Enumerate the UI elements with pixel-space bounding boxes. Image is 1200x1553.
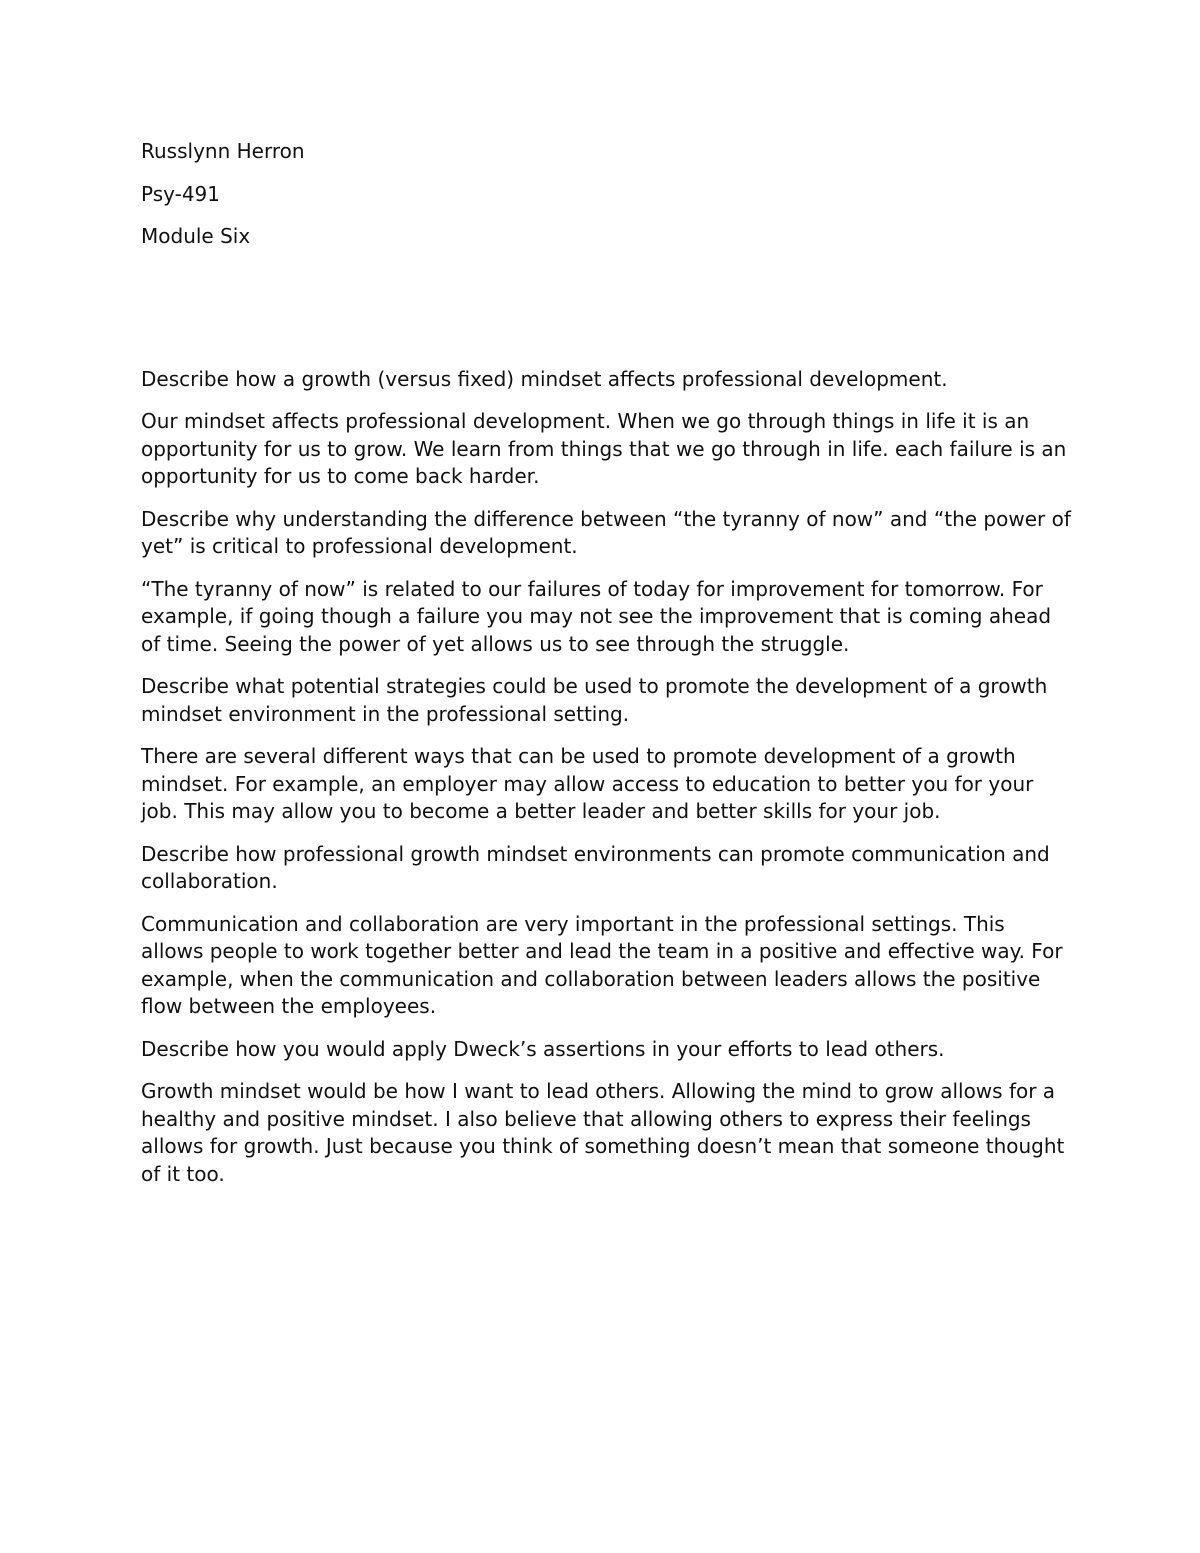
question-4: Describe how professional growth mindset environments can promote communication and collaboration. xyxy=(141,841,1050,893)
question-3: Describe what potential strategies could be used to promote the development of a growth mindset environment in the professional setting. xyxy=(141,674,1048,726)
spacer xyxy=(141,266,1071,366)
answer-2: “The tyranny of now” is related to our failures of today for improvement for tomorrow. For example, if going though a failure you may not see the improvement that is coming ahead of time. Seeing the power of yet allows us to see through the struggle. xyxy=(141,576,1052,656)
answer-4: Communication and collaboration are very important in the professional settings. This allows people to work together better and lead the team in a positive and effective way. For example, when the communication and collaboration between leaders allows the positive flow between the employees. xyxy=(141,911,1063,1018)
document-page xyxy=(141,138,1071,1203)
question-2: Describe why understanding the difference between “the tyranny of now” and “the power of yet” is critical to professional development. xyxy=(141,506,1071,558)
author-name: Russlynn Herron xyxy=(141,139,305,163)
answer-3: There are several different ways that can be used to promote development of a growth mindset. For example, an employer may allow access to education to better you for your job. This may allow you to become a better leader and better skills for your job. xyxy=(141,744,1034,823)
course-code: Psy-491 xyxy=(141,181,221,206)
question-5: Describe how you would apply Dweck’s assertions in your efforts to lead others. xyxy=(141,1036,945,1061)
answer-1: Our mindset affects professional development. When we go through things in life it is an opportunity for us to grow. We learn from things that we go through in life. each failure is an opportunity for us to come back harder. xyxy=(141,409,1067,488)
module-title: Module Six xyxy=(141,224,251,248)
answer-5: Growth mindset would be how I want to lead others. Allowing the mind to grow allows for a healthy and positive mindset. I also believe that allowing others to express their feelings allows for growth. Just because you think of something doesn’t mean that someone thought of it too. xyxy=(141,1079,1065,1186)
question-1: Describe how a growth (versus fixed) mindset affects professional development. xyxy=(141,366,948,391)
